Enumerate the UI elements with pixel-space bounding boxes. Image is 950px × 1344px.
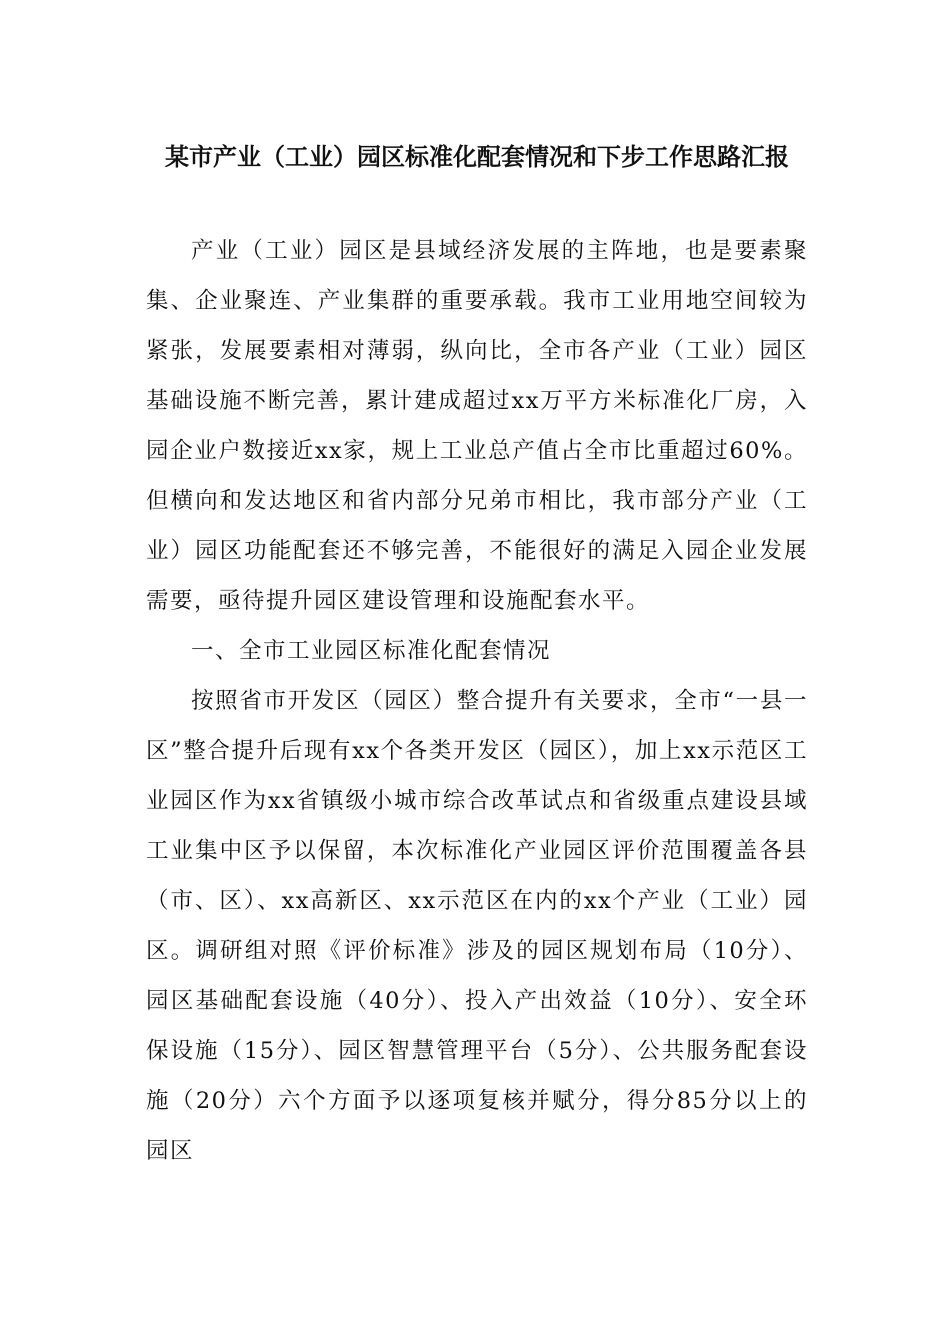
intro-paragraph: 产业（工业）园区是县域经济发展的主阵地，也是要素聚集、企业聚连、产业集群的重要承载。我市工业用地空间较为紧张，发展要素相对薄弱，纵向比，全市各产业（工业）园区基础设施不断完善，累计建成超过xx万平方米标准化厂房，入园企业户数接近xx家，规上工业总产值占全市比重超过60%。但横向和发达地区和省内部分兄弟市相比，我市部分产业（工业）园区功能配套还不够完善，不能很好的满足入园企业发展需要，亟待提升园区建设管理和设施配套水平。 [146, 238, 808, 614]
section-paragraph: 按照省市开发区（园区）整合提升有关要求，全市“一县一区”整合提升后现有xx个各类开发区（园区），加上xx示范区工业园区作为xx省镇级小城市综合改革试点和省级重点建设县域工业集中区予以保留，本次标准化产业园区评价范围覆盖各县（市、区）、xx高新区、xx示范区在内的xx个产业（工业）园区。调研组对照《评价标准》涉及的园区规划布局（10分）、园区基础配套设施（40分）、投入产出效益（10分）、安全环保设施（15分）、园区智慧管理平台（5分）、公共服务配套设施（20分）六个方面予以逐项复核并赋分，得分85分以上的园区 [146, 688, 808, 1164]
document-body [146, 226, 808, 1176]
section-heading: 一、全市工业园区标准化配套情况 [191, 638, 552, 664]
document-title: 某市产业（工业）园区标准化配套情况和下步工作思路汇报 [165, 143, 789, 171]
